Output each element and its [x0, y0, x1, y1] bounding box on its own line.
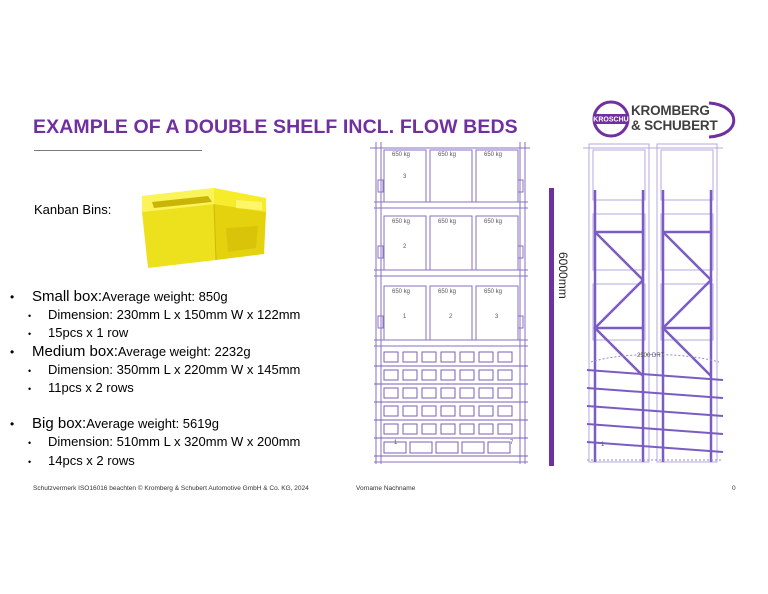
medium-box-dimension: Dimension: 350mm L x 220mm W x 145mm	[48, 361, 301, 377]
bin-specs-list	[10, 288, 300, 470]
load-label: 650 kg	[438, 152, 457, 158]
slide-title: EXAMPLE OF A DOUBLE SHELF INCL. FLOW BEDS	[33, 116, 518, 138]
position-mark: 3	[495, 314, 499, 320]
position-mark: 1	[403, 314, 407, 320]
small-box-name: Small box:	[32, 288, 103, 305]
height-dimension-bar	[549, 188, 554, 466]
load-label: 650 kg	[484, 152, 503, 158]
position-mark: 1	[394, 440, 398, 446]
logo-line2: & SCHUBERT	[631, 118, 718, 133]
logo-emblem-text: KROSCHU	[593, 116, 629, 124]
shelf-front-drawing	[370, 140, 530, 468]
list-item: • Medium box:Average weight: 2232g	[10, 342, 251, 360]
company-logo	[591, 99, 741, 139]
list-item: • Big box:Average weight: 5619g	[10, 415, 219, 433]
medium-box-qty: 11pcs x 2 rows	[48, 379, 134, 395]
load-label: 650 kg	[484, 289, 503, 295]
list-item: • 11pcs x 2 rows	[28, 379, 134, 395]
load-label: 650 kg	[484, 219, 503, 225]
medium-box-weight: Average weight: 2232g	[117, 343, 251, 359]
medium-box-name: Medium box:	[32, 342, 118, 360]
logo-line1: KROMBERG	[631, 103, 710, 118]
footer-copyright: Schutzvermerk ISO16016 beachten © Kromberg & Schubert Automotive GmbH & Co. KG, 2024	[33, 485, 309, 492]
list-item: • Dimension: 350mm L x 220mm W x 145mm	[28, 361, 301, 377]
height-dimension-label: 6000mm	[556, 252, 570, 299]
title-underline	[34, 150, 202, 151]
position-mark: 2	[403, 244, 407, 250]
load-label: 650 kg	[392, 219, 411, 225]
page-number: 0	[732, 485, 736, 492]
small-box-qty: 15pcs x 1 row	[48, 325, 129, 341]
list-item: • Small box:Average weight: 850g	[10, 288, 228, 305]
kanban-bins-label: Kanban Bins:	[34, 202, 112, 217]
shelf-side-drawing	[583, 140, 728, 468]
big-box-name: Big box:	[32, 415, 87, 433]
list-item: • 14pcs x 2 rows	[28, 452, 135, 468]
load-label: 650 kg	[392, 289, 411, 295]
yellow-kanban-bin-image	[138, 182, 270, 274]
footer-author: Vorname Nachname	[356, 485, 416, 492]
list-item: • Dimension: 510mm L x 320mm W x 200mm	[28, 434, 301, 450]
load-label: 650 kg	[438, 219, 457, 225]
small-box-dimension: Dimension: 230mm L x 150mm W x 122mm	[48, 307, 301, 323]
load-label: 650 kg	[392, 152, 411, 158]
load-label: 650 kg	[438, 289, 457, 295]
side-label: 2500 DRT	[637, 353, 665, 359]
list-item: • Dimension: 230mm L x 150mm W x 122mm	[28, 307, 301, 323]
position-mark: 2	[449, 314, 453, 320]
position-mark: 1	[601, 442, 605, 448]
big-box-weight: Average weight: 5619g	[86, 416, 219, 432]
position-mark: 3	[403, 174, 407, 180]
big-box-qty: 14pcs x 2 rows	[48, 452, 135, 468]
big-box-dimension: Dimension: 510mm L x 320mm W x 200mm	[48, 434, 301, 450]
list-item: • 15pcs x 1 row	[28, 325, 129, 341]
small-box-weight: Average weight: 850g	[102, 289, 228, 304]
position-mark: 7	[510, 440, 514, 446]
